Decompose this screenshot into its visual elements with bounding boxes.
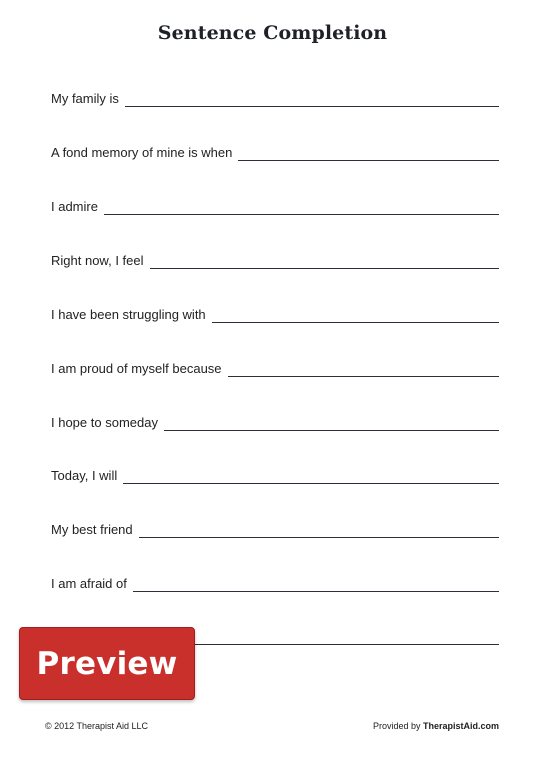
provider-brand-link[interactable]: TherapistAid.com	[422, 721, 499, 731]
answer-line[interactable]	[104, 214, 499, 215]
prompt-row	[51, 83, 499, 107]
prompt-row	[51, 460, 499, 484]
prompt-label: My best friend	[51, 522, 133, 537]
prompt-label: I hope to someday	[51, 415, 158, 430]
prompt-row	[51, 407, 499, 431]
prompt-label: I am afraid of	[51, 576, 127, 591]
prompt-row	[51, 514, 499, 538]
prompt-row	[51, 191, 499, 215]
prompt-row	[51, 245, 499, 269]
copyright-notice: © 2012 Therapist Aid LLC	[45, 721, 149, 731]
preview-button[interactable]	[19, 627, 195, 700]
prompt-row	[51, 137, 499, 161]
prompt-label: I admire	[51, 199, 98, 214]
prompt-row	[51, 353, 499, 377]
preview-label: Preview	[36, 645, 178, 682]
provider-credit	[373, 721, 499, 731]
answer-line[interactable]	[238, 160, 499, 161]
page-title: Sentence Completion	[157, 22, 388, 44]
answer-line[interactable]	[125, 106, 499, 107]
answer-line[interactable]	[164, 430, 499, 431]
prompt-row	[51, 299, 499, 323]
answer-line[interactable]	[133, 591, 499, 592]
prompt-label: I am proud of myself because	[51, 361, 222, 376]
prompt-label: Today, I will	[51, 468, 118, 483]
answer-line[interactable]	[212, 322, 499, 323]
prompt-row	[51, 568, 499, 592]
provider-text: Provided by	[372, 721, 423, 731]
prompt-label: I have been struggling with	[51, 307, 206, 322]
answer-line[interactable]	[150, 268, 500, 269]
prompt-label: My family is	[51, 91, 119, 106]
answer-line[interactable]	[228, 376, 499, 377]
answer-line[interactable]	[123, 483, 499, 484]
answer-line[interactable]	[139, 537, 499, 538]
prompt-label: A fond memory of mine is when	[51, 145, 233, 160]
prompt-label: Right now, I feel	[51, 253, 144, 268]
